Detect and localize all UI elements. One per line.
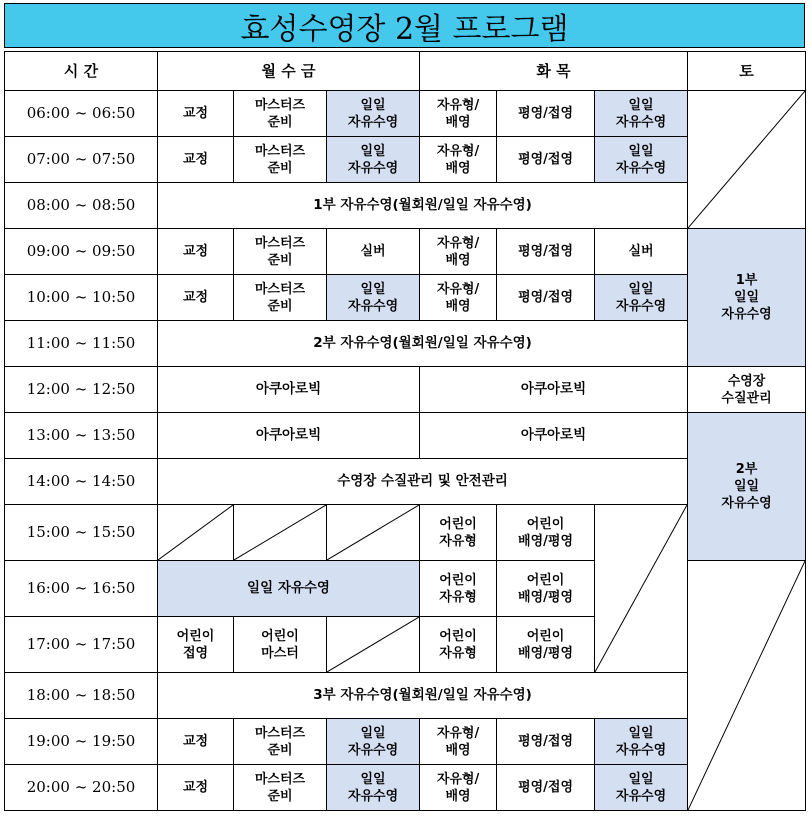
free-swim-cell: 1부 자유수영(월회원/일일 자유수영) <box>158 183 688 229</box>
class-cell: 평영/접영 <box>497 137 595 183</box>
class-cell: 어린이 배영/평영 <box>497 617 595 673</box>
class-cell: 자유형/ 배영 <box>420 137 497 183</box>
time-cell: 17:00 ~ 17:50 <box>5 617 158 673</box>
empty-cell <box>234 505 327 561</box>
class-cell: 교정 <box>158 275 234 321</box>
class-cell: 자유형/ 배영 <box>420 275 497 321</box>
table-row <box>5 275 806 321</box>
time-cell: 15:00 ~ 15:50 <box>5 505 158 561</box>
table-row <box>5 367 806 413</box>
class-cell: 어린이 자유형 <box>420 505 497 561</box>
class-cell: 실버 <box>595 229 688 275</box>
aqua-aerobics-cell: 아쿠아로빅 <box>158 367 420 413</box>
class-cell: 일일 자유수영 <box>595 275 688 321</box>
sat-empty-cell <box>688 91 806 229</box>
aqua-aerobics-cell: 아쿠아로빅 <box>420 413 688 459</box>
class-cell: 자유형/ 배영 <box>420 719 497 765</box>
class-cell: 일일 자유수영 <box>327 275 420 321</box>
class-cell: 일일 자유수영 <box>595 765 688 811</box>
time-cell: 12:00 ~ 12:50 <box>5 367 158 413</box>
class-cell: 마스터즈 준비 <box>234 91 327 137</box>
class-cell: 평영/접영 <box>497 765 595 811</box>
aqua-aerobics-cell: 아쿠아로빅 <box>158 413 420 459</box>
free-swim-cell: 3부 자유수영(월회원/일일 자유수영) <box>158 673 688 719</box>
table-row <box>5 505 806 561</box>
time-cell: 18:00 ~ 18:50 <box>5 673 158 719</box>
class-cell: 일일 자유수영 <box>595 719 688 765</box>
class-cell: 일일 자유수영 <box>595 91 688 137</box>
class-cell: 마스터즈 준비 <box>234 137 327 183</box>
class-cell: 어린이 마스터 <box>234 617 327 673</box>
maintenance-cell: 수영장 수질관리 및 안전관리 <box>158 459 688 505</box>
table-row <box>5 137 806 183</box>
header-mon-wed-fri: 월 수 금 <box>158 52 420 91</box>
time-cell: 09:00 ~ 09:50 <box>5 229 158 275</box>
class-cell: 일일 자유수영 <box>327 91 420 137</box>
table-row <box>5 183 806 229</box>
class-cell: 어린이 배영/평영 <box>497 505 595 561</box>
aqua-aerobics-cell: 아쿠아로빅 <box>420 367 688 413</box>
time-cell: 07:00 ~ 07:50 <box>5 137 158 183</box>
sat-part1-cell: 1부 일일 자유수영 <box>688 229 806 367</box>
class-cell: 자유형/ 배영 <box>420 765 497 811</box>
table-row <box>5 229 806 275</box>
class-cell: 자유형/ 배영 <box>420 91 497 137</box>
header-sat: 토 <box>688 52 806 91</box>
table-row <box>5 719 806 765</box>
class-cell: 평영/접영 <box>497 229 595 275</box>
sat-empty-cell <box>688 561 806 811</box>
table-row <box>5 413 806 459</box>
class-cell: 마스터즈 준비 <box>234 275 327 321</box>
class-cell: 어린이 자유형 <box>420 561 497 617</box>
class-cell: 일일 자유수영 <box>327 719 420 765</box>
header-tue-thu: 화 목 <box>420 52 688 91</box>
class-cell: 어린이 접영 <box>158 617 234 673</box>
table-row <box>5 673 806 719</box>
table-row <box>5 459 806 505</box>
table-row <box>5 765 806 811</box>
time-cell: 10:00 ~ 10:50 <box>5 275 158 321</box>
empty-cell <box>158 505 234 561</box>
time-cell: 08:00 ~ 08:50 <box>5 183 158 229</box>
daily-free-swim-cell: 일일 자유수영 <box>158 561 420 617</box>
table-row <box>5 91 806 137</box>
class-cell: 교정 <box>158 765 234 811</box>
class-cell: 일일 자유수영 <box>327 765 420 811</box>
sat-water-quality-cell: 수영장 수질관리 <box>688 367 806 413</box>
empty-cell <box>595 505 688 673</box>
time-cell: 19:00 ~ 19:50 <box>5 719 158 765</box>
time-cell: 13:00 ~ 13:50 <box>5 413 158 459</box>
class-cell: 일일 자유수영 <box>595 137 688 183</box>
class-cell: 교정 <box>158 91 234 137</box>
header-time: 시 간 <box>5 52 158 91</box>
class-cell: 일일 자유수영 <box>327 137 420 183</box>
class-cell: 마스터즈 준비 <box>234 229 327 275</box>
time-cell: 14:00 ~ 14:50 <box>5 459 158 505</box>
class-cell: 어린이 배영/평영 <box>497 561 595 617</box>
class-cell: 평영/접영 <box>497 719 595 765</box>
class-cell: 마스터즈 준비 <box>234 765 327 811</box>
schedule-table <box>4 51 806 811</box>
time-cell: 06:00 ~ 06:50 <box>5 91 158 137</box>
class-cell: 교정 <box>158 137 234 183</box>
class-cell: 평영/접영 <box>497 275 595 321</box>
class-cell: 자유형/ 배영 <box>420 229 497 275</box>
sat-part2-cell: 2부 일일 자유수영 <box>688 413 806 561</box>
time-cell: 20:00 ~ 20:50 <box>5 765 158 811</box>
time-cell: 11:00 ~ 11:50 <box>5 321 158 367</box>
free-swim-cell: 2부 자유수영(월회원/일일 자유수영) <box>158 321 688 367</box>
page-title: 효성수영장 2월 프로그램 <box>4 3 805 48</box>
time-cell: 16:00 ~ 16:50 <box>5 561 158 617</box>
class-cell: 어린이 자유형 <box>420 617 497 673</box>
class-cell: 평영/접영 <box>497 91 595 137</box>
empty-cell <box>327 505 420 561</box>
class-cell: 교정 <box>158 719 234 765</box>
empty-cell <box>327 617 420 673</box>
table-row <box>5 321 806 367</box>
class-cell: 마스터즈 준비 <box>234 719 327 765</box>
class-cell: 교정 <box>158 229 234 275</box>
header-row <box>5 52 806 91</box>
class-cell: 실버 <box>327 229 420 275</box>
